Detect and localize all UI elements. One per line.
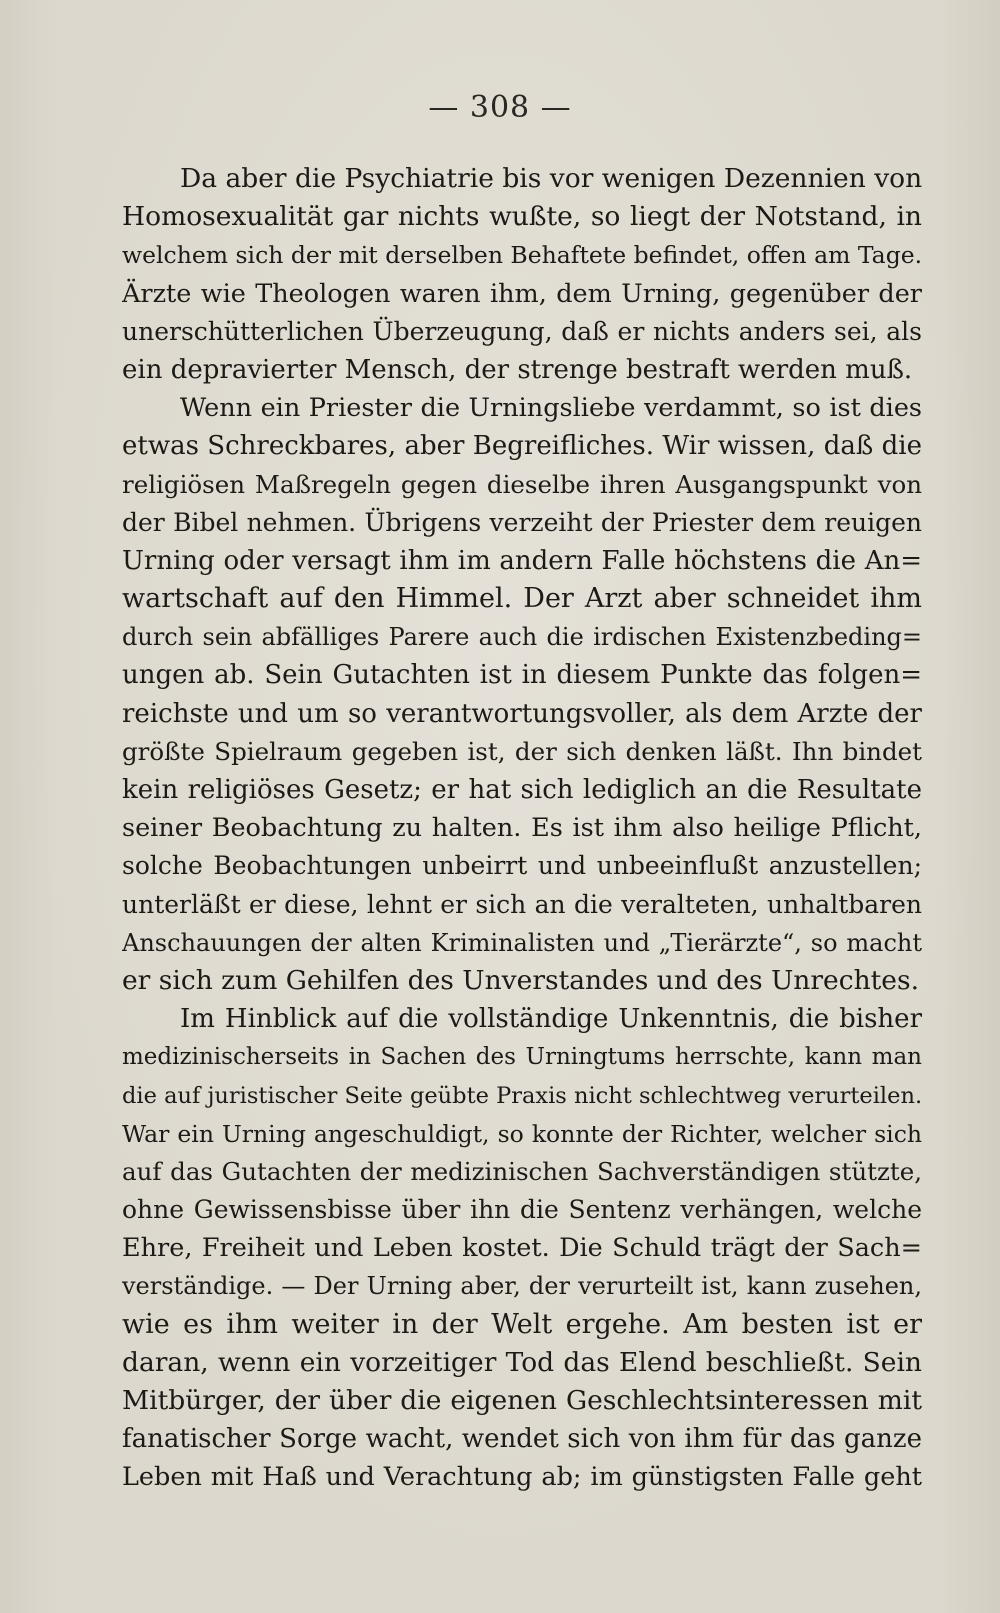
text-line: die auf juristischer Seite geübte Praxis nicht schlechtweg verurteilen.	[122, 1082, 922, 1109]
text-line: solche Beobachtungen unbeirrt und unbeeinflußt anzustellen;	[122, 851, 922, 881]
text-line: welchem sich der mit derselben Behaftete befindet, offen am Tage.	[122, 241, 922, 270]
text-line: Urning oder versagt ihm im andern Falle höchstens die An=	[122, 545, 922, 576]
text-line: daran, wenn ein vorzeitiger Tod das Elend beschließt. Sein	[122, 1346, 922, 1378]
text-line: etwas Schreckbares, aber Begreifliches. Wir wissen, daß die	[122, 431, 922, 462]
text-line: verständige. — Der Urning aber, der verurteilt ist, kann zusehen,	[122, 1272, 922, 1301]
page-number: — 308 —	[428, 90, 572, 125]
text-line: Leben mit Haß und Verachtung ab; im günstigsten Falle geht	[122, 1462, 922, 1493]
text-line: Im Hinblick auf die vollständige Unkenntnis, die bisher	[180, 1004, 922, 1035]
text-line: reichste und um so verantwortungsvoller, als dem Arzte der	[122, 698, 922, 729]
text-line: religiösen Maßregeln gegen dieselbe ihren Ausgangspunkt von	[122, 469, 922, 499]
text-line: der Bibel nehmen. Übrigens verzeiht der Priester dem reuigen	[122, 507, 922, 537]
text-line: Ärzte wie Theologen waren ihm, dem Urning, gegenüber der	[122, 278, 922, 309]
text-line: wie es ihm weiter in der Welt ergehe. Am besten ist er	[122, 1308, 922, 1340]
text-line: Ehre, Freiheit und Leben kostet. Die Schuld trägt der Sach=	[122, 1233, 922, 1264]
text-line: unterläßt er diese, lehnt er sich an die veralteten, unhaltbaren	[122, 889, 922, 919]
text-line: fanatischer Sorge wacht, wendet sich von ihm für das ganze	[122, 1424, 922, 1455]
text-line: Da aber die Psychiatrie bis vor wenigen Dezennien von	[180, 163, 922, 194]
text-line: auf das Gutachten der medizinischen Sachverständigen stützte,	[122, 1156, 922, 1186]
text-line: Mitbürger, der über die eigenen Geschlechtsinteressen mit	[122, 1385, 922, 1416]
text-line: kein religiöses Gesetz; er hat sich lediglich an die Resultate	[122, 775, 922, 805]
text-line: Anschauungen der alten Kriminalisten und „Tierärzte“, so macht	[122, 928, 922, 957]
text-line: ungen ab. Sein Gutachten ist in diesem Punkte das folgen=	[122, 660, 922, 691]
text-line: größte Spielraum gegeben ist, der sich denken läßt. Ihn bindet	[122, 736, 922, 766]
text-line: medizinischerseits in Sachen des Urningtums herrschte, kann man	[122, 1044, 922, 1071]
text-line: ohne Gewissensbisse über ihn die Sentenz verhängen, welche	[122, 1195, 922, 1225]
text-line: seiner Beobachtung zu halten. Es ist ihm also heilige Pflicht,	[122, 813, 922, 844]
text-line: Wenn ein Priester die Urningsliebe verdammt, so ist dies	[180, 393, 922, 424]
text-line: ein depravierter Mensch, der strenge bestraft werden muß.	[122, 354, 913, 385]
text-line: War ein Urning angeschuldigt, so konnte der Richter, welcher sich	[122, 1119, 922, 1148]
body-text	[122, 160, 922, 1497]
text-line: Homosexualität gar nichts wußte, so liegt der Notstand, in	[122, 201, 922, 233]
text-line: wartschaft auf den Himmel. Der Arzt aber schneidet ihm	[122, 583, 922, 615]
text-line: unerschütterlichen Überzeugung, daß er nichts anders sei, als	[122, 316, 922, 346]
text-line: durch sein abfälliges Parere auch die irdischen Existenzbeding=	[122, 623, 922, 652]
text-line: er sich zum Gehilfen des Unverstandes und des Unrechtes.	[122, 964, 919, 996]
